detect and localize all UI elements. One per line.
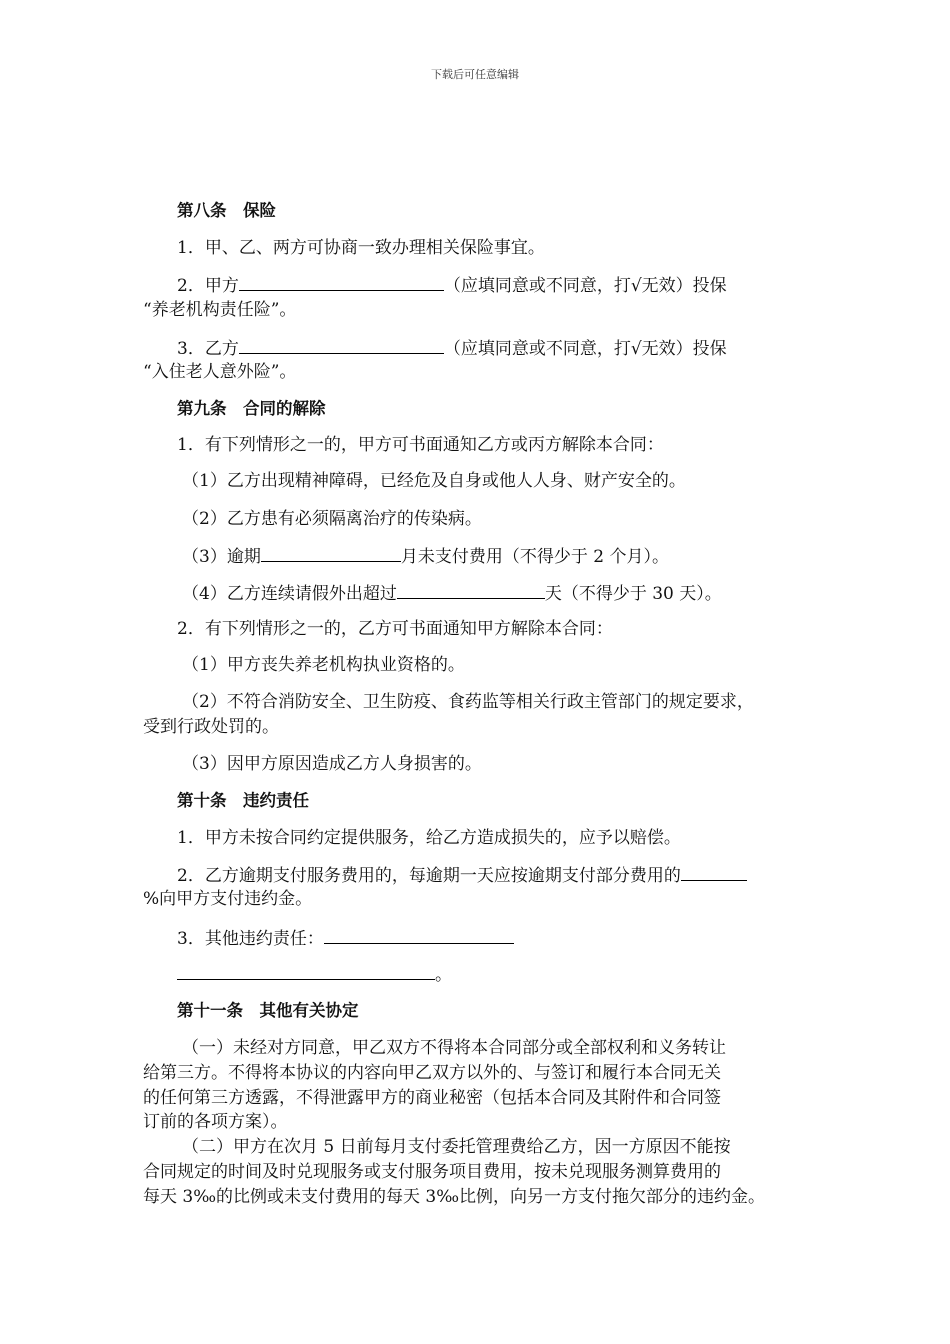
article-9-item-1-3 bbox=[182, 543, 669, 569]
article-10-heading: 第十条 违约责任 bbox=[177, 791, 309, 810]
article-8-item-3 bbox=[177, 335, 727, 361]
article-11-para-1-line-4: 订前的各项方案）。 bbox=[143, 1112, 288, 1132]
item-2-suffix: （应填同意或不同意，打√无效）投保 bbox=[443, 276, 727, 296]
item-3-cont-suffix: 。 bbox=[435, 965, 452, 985]
article-10-item-2-cont: %向甲方支付违约金。 bbox=[143, 889, 313, 909]
article-9-heading: 第九条 合同的解除 bbox=[177, 399, 326, 418]
party-b-insurance-blank[interactable] bbox=[239, 335, 444, 354]
article-9-item-1-1: （1）乙方出现精神障碍，已经危及自身或他人人身、财产安全的。 bbox=[182, 471, 686, 491]
item-1-4-prefix: （4）乙方连续请假外出超过 bbox=[182, 584, 397, 604]
article-10-item-3-cont bbox=[177, 961, 452, 987]
item-3-suffix: （应填同意或不同意，打√无效）投保 bbox=[443, 339, 727, 359]
overdue-months-blank[interactable] bbox=[261, 543, 401, 562]
article-9-item-1-2: （2）乙方患有必须隔离治疗的传染病。 bbox=[182, 509, 482, 529]
other-liability-blank-2[interactable] bbox=[177, 961, 435, 980]
article-11-para-2-line-2: 合同规定的时间及时兑现服务或支付服务项目费用，按未兑现服务测算费用的 bbox=[143, 1162, 721, 1182]
article-9-item-2-1: （1）甲方丧失养老机构执业资格的。 bbox=[182, 655, 465, 675]
article-10-item-2 bbox=[177, 862, 747, 888]
article-9-item-2-3: （3）因甲方原因造成乙方人身损害的。 bbox=[182, 754, 482, 774]
item-3-label: 3．其他违约责任： bbox=[177, 929, 324, 949]
item-1-3-prefix: （3）逾期 bbox=[182, 547, 261, 567]
article-10-item-3 bbox=[177, 925, 514, 951]
item-2-prefix: 2．甲方 bbox=[177, 276, 239, 296]
item-2-text: 2．乙方逾期支付服务费用的，每逾期一天应按逾期支付部分费用的 bbox=[177, 866, 681, 886]
item-3-prefix: 3．乙方 bbox=[177, 339, 239, 359]
article-8-item-2 bbox=[177, 272, 727, 298]
article-9-item-1-4 bbox=[182, 580, 722, 606]
penalty-percent-blank[interactable] bbox=[681, 862, 747, 881]
item-1-4-suffix: 天（不得少于 30 天）。 bbox=[544, 584, 722, 604]
leave-days-blank[interactable] bbox=[397, 580, 545, 599]
article-8-item-2-cont: “养老机构责任险”。 bbox=[143, 300, 297, 320]
other-liability-blank-1[interactable] bbox=[324, 925, 514, 944]
article-11-para-1-line-1: （一）未经对方同意，甲乙双方不得将本合同部分或全部权利和义务转让 bbox=[182, 1038, 726, 1058]
article-8-item-3-cont: “入住老人意外险”。 bbox=[143, 362, 297, 382]
article-9-item-2: 2．有下列情形之一的，乙方可书面通知甲方解除本合同： bbox=[177, 619, 613, 639]
item-1-3-suffix: 月未支付费用（不得少于 2 个月）。 bbox=[400, 547, 669, 567]
article-8-heading: 第八条 保险 bbox=[177, 201, 276, 220]
article-11-para-1-line-3: 的任何第三方透露，不得泄露甲方的商业秘密（包括本合同及其附件和合同签 bbox=[143, 1088, 721, 1108]
article-9-item-1: 1．有下列情形之一的，甲方可书面通知乙方或丙方解除本合同： bbox=[177, 435, 664, 455]
page-header-note: 下载后可任意编辑 bbox=[431, 68, 519, 81]
article-11-para-2-line-3: 每天 3‰的比例或未支付费用的每天 3‰比例，向另一方支付拖欠部分的违约金。 bbox=[143, 1187, 766, 1207]
article-11-para-2-line-1: （二）甲方在次月 5 日前每月支付委托管理费给乙方，因一方原因不能按 bbox=[182, 1137, 731, 1157]
party-a-insurance-blank[interactable] bbox=[239, 272, 444, 291]
article-11-heading: 第十一条 其他有关协定 bbox=[177, 1001, 359, 1020]
article-11-para-1-line-2: 给第三方。不得将本协议的内容向甲乙双方以外的、与签订和履行本合同无关 bbox=[143, 1063, 721, 1083]
article-9-item-2-2: （2）不符合消防安全、卫生防疫、食药监等相关行政主管部门的规定要求， bbox=[182, 692, 754, 712]
article-10-item-1: 1．甲方未按合同约定提供服务，给乙方造成损失的，应予以赔偿。 bbox=[177, 828, 681, 848]
article-8-item-1: 1．甲、乙、两方可协商一致办理相关保险事宜。 bbox=[177, 238, 545, 258]
article-9-item-2-2-cont: 受到行政处罚的。 bbox=[143, 717, 279, 737]
